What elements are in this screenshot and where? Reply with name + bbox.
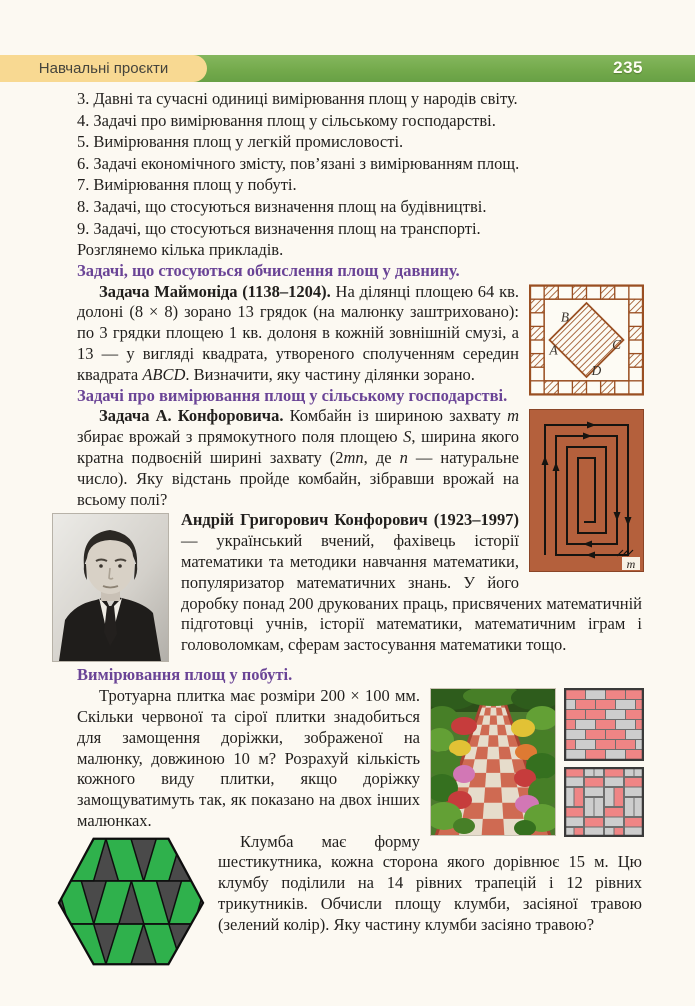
list-item-text: Давні та сучасні одиниці вимірювання площ у народів світу. <box>93 89 518 108</box>
flowerbed-problem: Клумба має форму шестикутника, кожна сторона якого дорівнює 15 м. Цю клумбу поділили на 14 рівних трапецій і 12 рівних трикутників. Обчисли площу клумби, засіяної травою (зелений колір). Яку частину клумби засіяно травою? <box>77 832 642 936</box>
list-item <box>77 218 642 240</box>
list-item-text: Задачі економічного змісту, пов’язані з вимірюванням площ. <box>93 153 520 173</box>
combine-spiral-figure <box>529 409 644 572</box>
list-item <box>77 88 642 110</box>
header-tab <box>0 55 207 82</box>
list-item <box>77 110 642 132</box>
konforovych-portrait-photo <box>53 514 168 661</box>
page-content <box>0 88 695 969</box>
tile-pattern-running-bond <box>564 688 644 761</box>
square-name: ABCD <box>142 364 186 384</box>
hexagon-flowerbed-figure <box>56 836 206 967</box>
project-list <box>77 88 642 239</box>
maimonides-problem: Задача Маймоніда (1138–1204). На ділянці площею 64 кв. долоні (8 × 8) зорано 13 грядок (на малюнку заштриховано): по 3 грядки площею 1 кв. долоня в кожній зовнішній смузі, а 13 — у вигляді квадрата, утвореного сполученням середин квадрата ABCD. Визначити, яку частину ділянки зорано. <box>77 281 519 384</box>
list-item <box>77 196 642 218</box>
biography: Андрій Григорович Конфорович (1923–1997) — український вчений, фахівець історії математики та методики навчання математики, популяризатор математичних знань. У його доробку понад 200 друкованих праць, присвячених математичній підготовці учнів, історії математики, математичним іграм і головоломкам, сферам застосування математики тощо. <box>77 510 642 656</box>
list-outro: Розглянемо кілька прикладів. <box>77 240 284 260</box>
problem-title: Задача Маймоніда (1138–1204). <box>99 281 331 301</box>
section-heading-household: Вимірювання площ у побуті. <box>77 665 293 685</box>
list-item-number: 6. <box>77 153 90 173</box>
list-item-number: 7. <box>77 175 90 195</box>
paving-problem: Тротуарна плитка має розміри 200 × 100 мм. Скільки червоної та сірої плитки знадобиться для замощення доріжки, зображеної на малюнку, довжиною 10 м? Розрахуй кількість кожного виду плитки, якщо доріжку замощуватимуть так, як показано на двох інших малюнках. <box>77 686 420 830</box>
header-bar <box>0 55 695 82</box>
label-B: B <box>560 309 569 325</box>
list-item-number: 3. <box>77 89 90 108</box>
list-item-number: 5. <box>77 132 90 152</box>
label-A: A <box>549 341 558 357</box>
section-heading-ancient: Задачі, що стосуються обчислення площ у давнину. <box>77 260 460 280</box>
problem-title: Задача А. Конфоровича. <box>99 406 284 426</box>
list-item <box>77 131 642 153</box>
page-number: 235 <box>613 58 643 77</box>
list-item-number: 4. <box>77 110 90 130</box>
list-item <box>77 174 642 196</box>
konforovych-problem: Задача А. Конфоровича. Комбайн із шириною захвату m збирає врожай з прямокутного поля площею S, ширина якого кратна подвоєній ширині захвату (2mn, де n — натуральне число). Яку відстань пройде комбайн, зібравши врожай на всьому полі? <box>77 406 519 509</box>
header-tab-label: Навчальні проєкти <box>38 60 169 77</box>
maimonides-square-figure <box>529 284 644 396</box>
tile-pattern-basketweave <box>564 767 644 837</box>
list-item-text: Вимірювання площ у побуті. <box>93 175 297 195</box>
list-item-number: 8. <box>77 196 90 216</box>
paving-figures <box>430 688 644 837</box>
section-heading-agriculture: Задачі про вимірювання площ у сільському господарстві. <box>77 385 508 405</box>
garden-path-photo <box>430 688 556 836</box>
list-item <box>77 153 642 175</box>
list-item-text: Вимірювання площ у легкій промисловості. <box>93 132 404 152</box>
label-C: C <box>612 336 622 352</box>
label-m: m <box>626 557 636 572</box>
list-item-text: Задачі про вимірювання площ у сільському господарстві. <box>93 110 496 130</box>
label-D: D <box>591 362 602 378</box>
scientist-name: Андрій Григорович Конфорович (1923–1997) <box>181 510 519 530</box>
list-item-number: 9. <box>77 218 90 238</box>
list-item-text: Задачі, що стосуються визначення площ на транспорті. <box>93 218 481 238</box>
list-item-text: Задачі, що стосуються визначення площ на будівництві. <box>93 196 487 216</box>
